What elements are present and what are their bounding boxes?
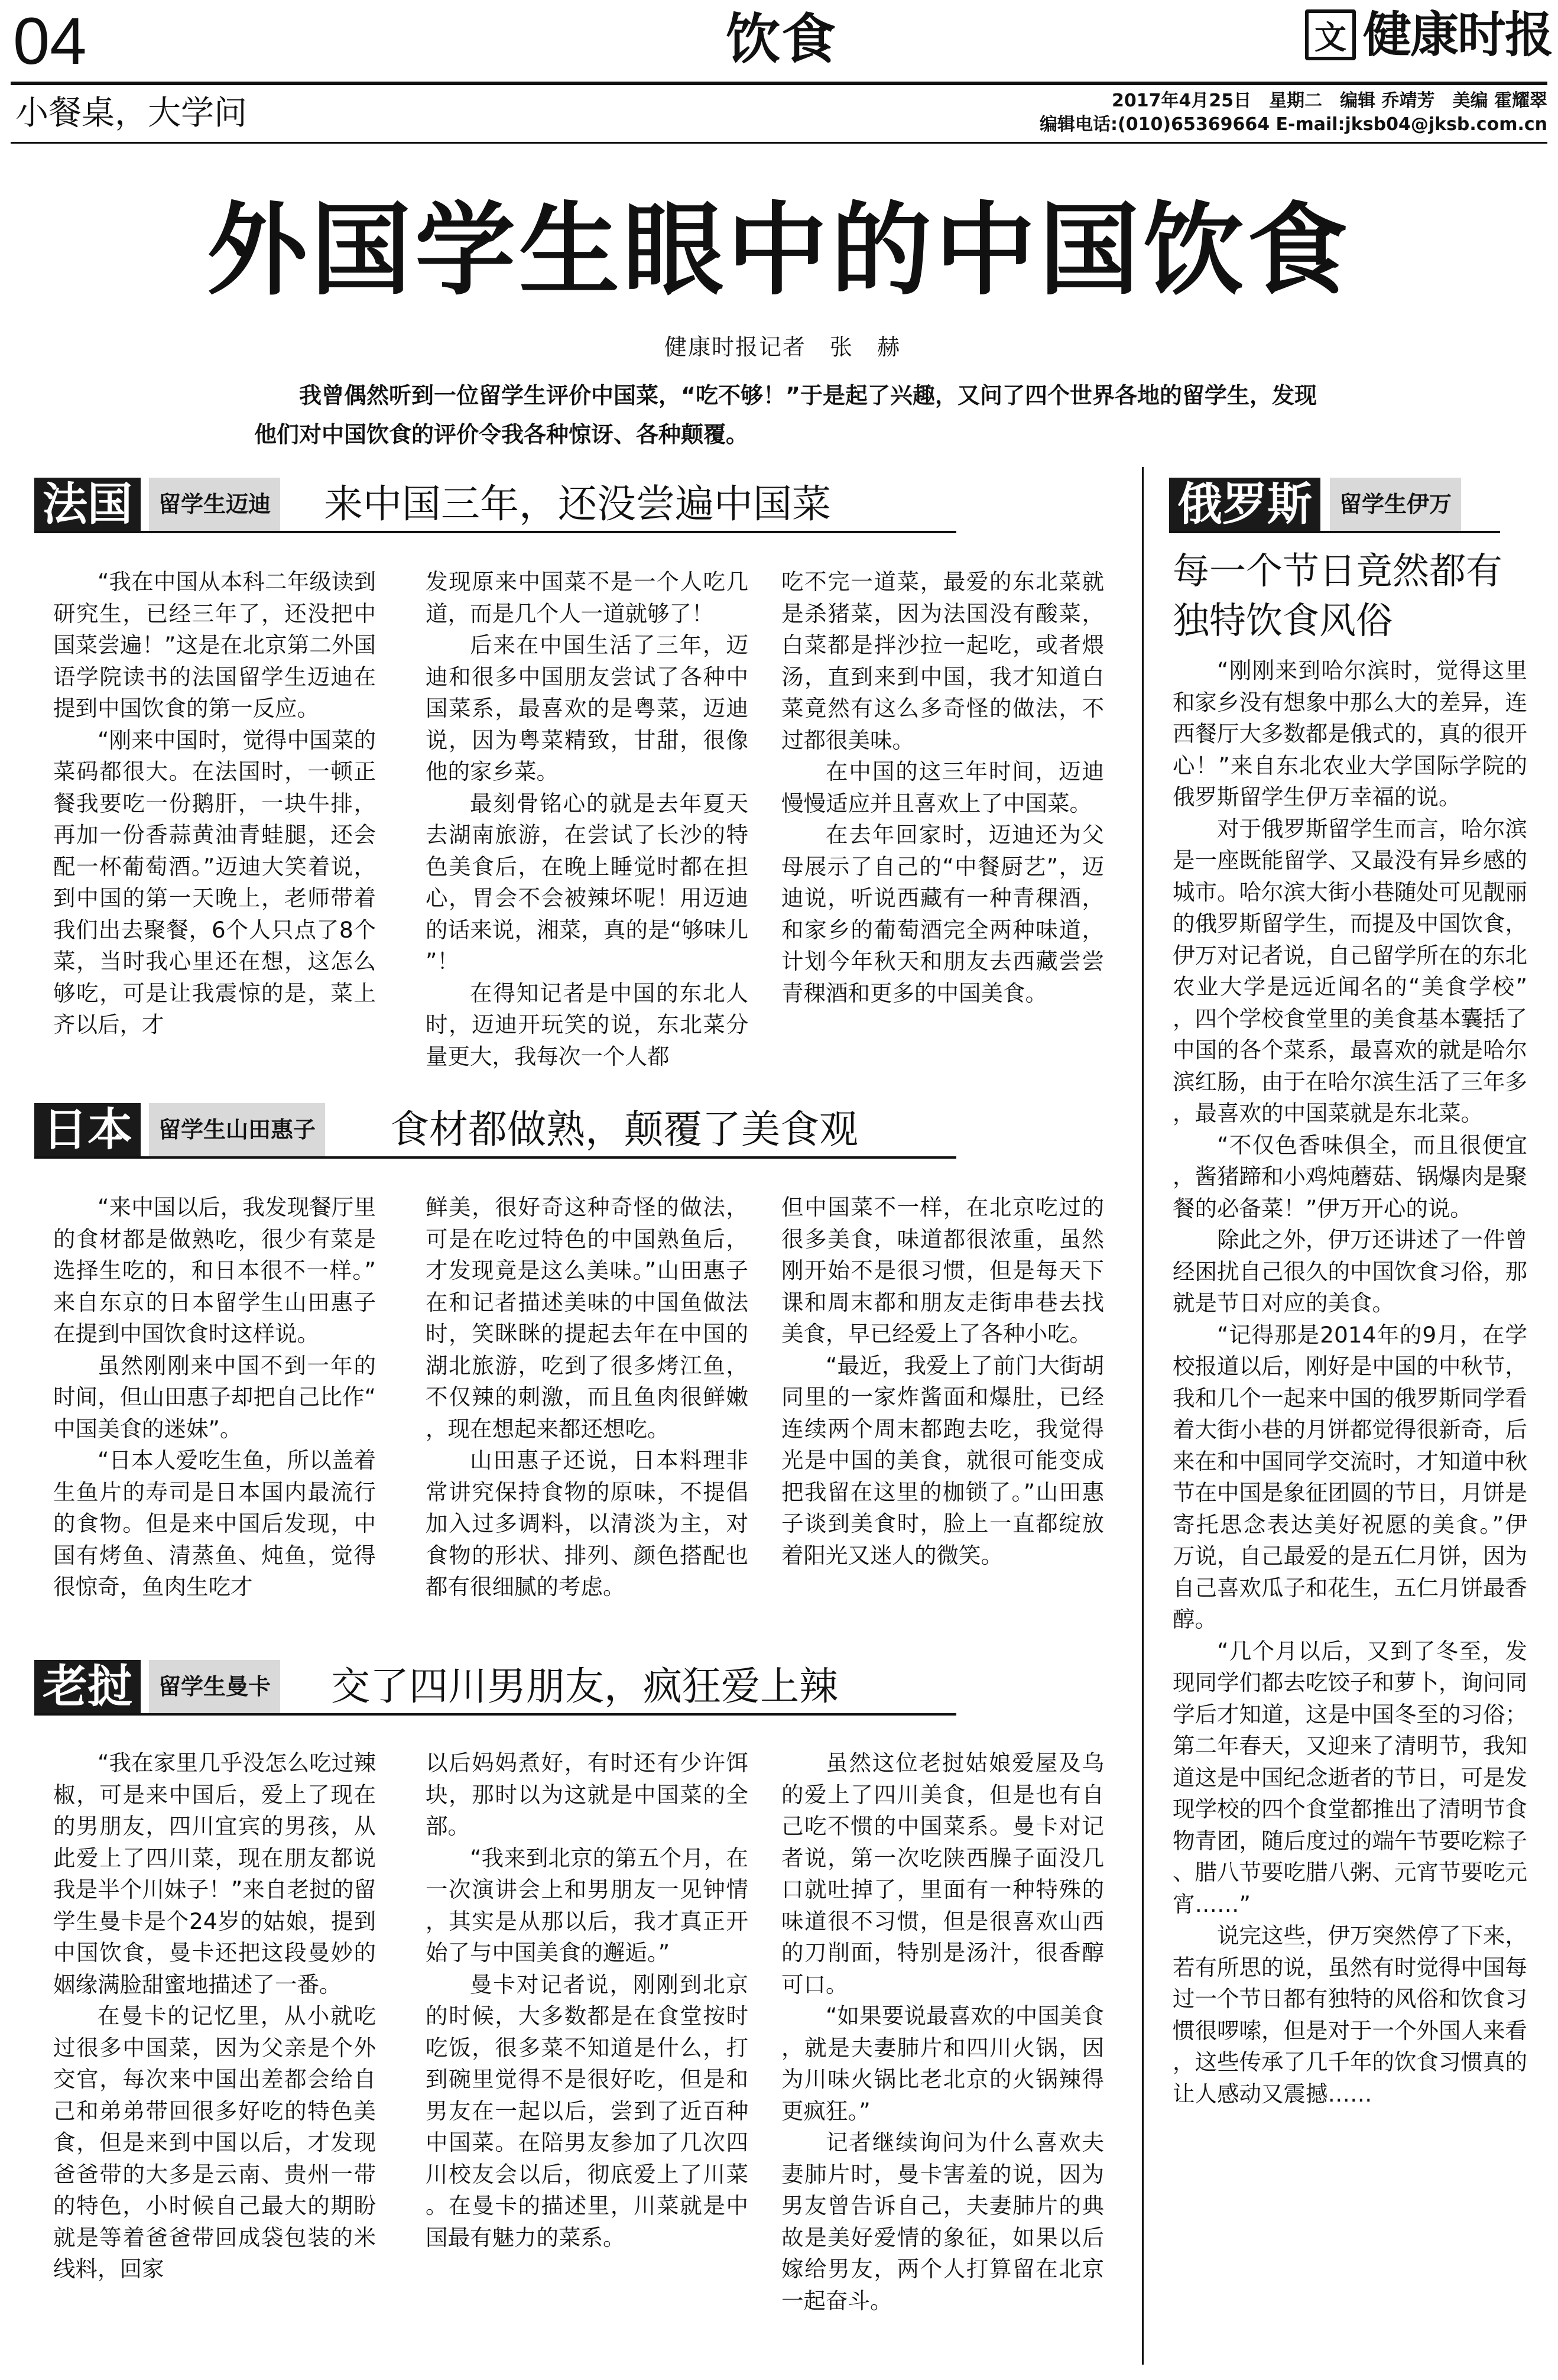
country-tag-russia: 俄罗斯 [1169, 478, 1320, 531]
column-divider [1142, 467, 1144, 2365]
student-name-france: 留学生迈迪 [149, 478, 280, 531]
header-rule-thin [11, 142, 1547, 144]
section-rule-japan [34, 1156, 956, 1159]
france-column-3: 吃不完一道菜，最爱的东北菜就是杀猪菜，因为法国没有酸菜，白菜都是拌沙拉一起吃，或者煨汤，直到来到中国，我才知道白菜竟然有这么多奇怪的做法，不过都很美味。 在中国的这三年时间，迈迪慢慢适应并且喜欢上了中国菜。 在去年回家时，迈迪还为父母展示了自己的“中餐厨艺”，迈迪说，听说西藏有一种青稞酒，和家乡的葡萄酒完全两种味道，计划今年秋天和朋友去西藏尝尝青稞酒和更多的中国美食。 [781, 569, 1104, 1006]
japan-column-2: 鲜美，很好奇这种奇怪的做法，可是在吃过特色的中国熟鱼后，才发现竟是这么美味。”山田惠子在和记者描述美味的中国鱼做法时，笑眯眯的提起去年在中国的湖北旅游，吃到了很多烤江鱼，不仅辣的刺激，而且鱼肉很鲜嫩，现在想起来都还想吃。 山田惠子还说，日本料理非常讲究保持食物的原味，不提倡加入过多调料，以清淡为主，对食物的形状、排列、颜色搭配也都有很细腻的考虑。 [426, 1194, 748, 1600]
byline: 健康时报记者 张 赫 [664, 334, 901, 360]
france-column-1: “我在中国从本科二年级读到研究生，已经三年了，还没把中国菜尝遍！”这是在北京第二外国语学院读书的法国留学生迈迪在提到中国饮食的第一反应。 “刚来中国时，觉得中国菜的菜码都很大。在法国时，一顿正餐我要吃一份鹅肝，一块牛排，再加一份香蒜黄油青蛙腿，还会配一杯葡萄酒。”迈迪大笑着说，到中国的第一天晚上，老师带着我们出去聚餐，6个人只点了8个菜，当时我心里还在想，这怎么够吃，可是让我震惊的是，菜上齐以后，才 [53, 569, 376, 1037]
section-rule-laos [34, 1713, 956, 1716]
section-title-laos: 交了四川男朋友，疯狂爱上辣 [331, 1664, 838, 1709]
section-title-japan: 食材都做熟，颠覆了美食观 [390, 1107, 858, 1152]
laos-column-1: “我在家里几乎没怎么吃过辣椒，可是来中国后，爱上了现在的男朋友，四川宜宾的男孩，从此爱上了四川菜，现在朋友都说我是半个川妹子！”来自老挝的留学生曼卡是个24岁的姑娘，提到中国饮食，曼卡还把这段曼妙的姻缘满脸甜蜜地描述了一番。 在曼卡的记忆里，从小就吃过很多中国菜，因为父亲是个外交官，每次来中国出差都会给自己和弟弟带回很多好吃的特色美食，但是来到中国以后，才发现爸爸带的大多是云南、贵州一带的特色，小时候自己最大的期盼就是等着爸爸带回成袋包装的米线料，回家 [53, 1750, 376, 2282]
section-title-france: 来中国三年，还没尝遍中国菜 [324, 481, 831, 527]
newspaper-logo-text: 健康时报 [1363, 7, 1553, 63]
japan-column-3: 但中国菜不一样，在北京吃过的很多美食，味道都很浓重，虽然刚开始不是很习惯，但是每天下课和周末都和朋友走街串巷去找美食，早已经爱上了各种小吃。 “最近，我爱上了前门大街胡同里的一家炸酱面和爆肚，已经连续两个周末都跑去吃，我觉得光是中国的美食，就很可能变成把我留在这里的枷锁了。”山田惠子谈到美食时，脸上一直都绽放着阳光又迷人的微笑。 [781, 1194, 1104, 1568]
section-rule-france [34, 531, 956, 533]
page-number: 04 [13, 4, 87, 78]
japan-column-1: “来中国以后，我发现餐厅里的食材都是做熟吃，很少有菜是选择生吃的，和日本很不一样。”来自东京的日本留学生山田惠子在提到中国饮食时这样说。 虽然刚刚来中国不到一年的时间，但山田惠子却把自己比作“中国美食的迷妹”。 “日本人爱吃生鱼，所以盖着生鱼片的寿司是日本国内最流行的食物。但是来中国后发现，中国有烤鱼、清蒸鱼、炖鱼，觉得很惊奇，鱼肉生吃才 [53, 1194, 376, 1600]
article-lead: 我曾偶然听到一位留学生评价中国菜，“吃不够！”于是起了兴趣，又问了四个世界各地的留学生，发现他们对中国饮食的评价令我各种惊讶、各种颠覆。 [254, 382, 1317, 448]
country-tag-japan: 日本 [34, 1103, 141, 1156]
laos-column-2: 以后妈妈煮好，有时还有少许饵块，那时以为这就是中国菜的全部。 “我来到北京的第五个月，在一次演讲会上和男朋友一见钟情，其实是从那以后，我才真正开始了与中国美食的邂逅。” 曼卡对记者说，刚刚到北京的时候，大多数都是在食堂按时吃饭，很多菜不知道是什么，打到碗里觉得不是很好吃，但是和男友在一起以后，尝到了近百种中国菜。在陪男友参加了几次四川校友会以后，彻底爱上了川菜。在曼卡的描述里，川菜就是中国最有魅力的菜系。 [426, 1750, 748, 2251]
section-subtitle: 小餐桌，大学问 [15, 94, 247, 132]
section-rule-russia [1169, 531, 1500, 533]
editor-contact: 编辑电话:(010)65369664 E-mail:jksb04@jksb.com.cn [1040, 114, 1547, 135]
russia-column: “刚刚来到哈尔滨时，觉得这里和家乡没有想象中那么大的差异，连西餐厅大多数都是俄式的，真的很开心！”来自东北农业大学国际学院的俄罗斯留学生伊万幸福的说。 对于俄罗斯留学生而言，哈尔滨是一座既能留学、又最没有异乡感的城市。哈尔滨大街小巷随处可见靓丽的俄罗斯留学生，而提及中国饮食，伊万对记者说，自己留学所在的东北农业大学是远近闻名的“美食学校”，四个学校食堂里的美食基本囊括了中国的各个菜系，最喜欢的就是哈尔滨红肠，由于在哈尔滨生活了三年多，最喜欢的中国菜就是东北菜。 “不仅色香味俱全，而且很便宜，酱猪蹄和小鸡炖蘑菇、锅爆肉是聚餐的必备菜！”伊万开心的说。 除此之外，伊万还讲述了一件曾经困扰自己很久的中国饮食习俗，那就是节日对应的美食。 “记得那是2014年的9月，在学校报道以后，刚好是中国的中秋节，我和几个一起来中国的俄罗斯同学看着大街小巷的月饼都觉得很新奇，后来在和中国同学交流时，才知道中秋节在中国是象征团圆的节日，月饼是寄托思念表达美好祝愿的美食。”伊万说，自己最爱的是五仁月饼，因为自己喜欢瓜子和花生，五仁月饼最香醇。 “几个月以后，又到了冬至，发现同学们都去吃饺子和萝卜，询问同学后才知道，这是中国冬至的习俗；第二年春天，又迎来了清明节，我知道这是中国纪念逝者的节日，可是发现学校的四个食堂都推出了清明节食物青团，随后度过的端午节要吃粽子、腊八节要吃腊八粥、元宵节要吃元宵……” 说完这些，伊万突然停了下来，若有所思的说，虽然有时觉得中国每过一个节日都有独特的风俗和饮食习惯很啰嗦，但是对于一个外国人来看，这些传承了几千年的饮食习惯真的让人感动又震撼…… [1173, 657, 1527, 2107]
article-headline: 外国学生眼中的中国饮食 [206, 191, 1351, 309]
newspaper-logo-mark: 文 [1305, 9, 1356, 60]
france-column-2: 发现原来中国菜不是一个人吃几道，而是几个人一道就够了！ 后来在中国生活了三年，迈迪和很多中国朋友尝试了各种中国菜系，最喜欢的是粤菜，迈迪说，因为粤菜精致，甘甜，很像他的家乡菜。 最刻骨铭心的就是去年夏天去湖南旅游，在尝试了长沙的特色美食后，在晚上睡觉时都在担心，胃会不会被辣坏呢！用迈迪的话来说，湘菜，真的是“够味儿”！ 在得知记者是中国的东北人时，迈迪开玩笑的说，东北菜分量更大，我每次一个人都 [426, 569, 748, 1069]
section-name: 饮食 [726, 7, 838, 71]
student-name-japan: 留学生山田惠子 [149, 1103, 325, 1156]
header-rule [11, 82, 1547, 85]
laos-column-3: 虽然这位老挝姑娘爱屋及乌的爱上了四川美食，但是也有自己吃不惯的中国菜系。曼卡对记者说，第一次吃陕西臊子面没几口就吐掉了，里面有一种特殊的味道很不习惯，但是很喜欢山西的刀削面，特别是汤汁，很香醇可口。 “如果要说最喜欢的中国美食，就是夫妻肺片和四川火锅，因为川味火锅比老北京的火锅辣得更疯狂。” 记者继续询问为什么喜欢夫妻肺片时，曼卡害羞的说，因为男友曾告诉自己，夫妻肺片的典故是美好爱情的象征，如果以后嫁给男友，两个人打算留在北京一起奋斗。 [781, 1750, 1104, 2314]
country-tag-laos: 老挝 [34, 1660, 141, 1713]
section-title-russia: 每一个节日竟然都有独特饮食风俗 [1173, 549, 1503, 642]
student-name-laos: 留学生曼卡 [149, 1660, 280, 1713]
issue-date-editors: 2017年4月25日 星期二 编辑 乔靖芳 美编 霍耀翠 [1111, 90, 1547, 111]
country-tag-france: 法国 [34, 478, 141, 531]
student-name-russia: 留学生伊万 [1330, 478, 1461, 531]
